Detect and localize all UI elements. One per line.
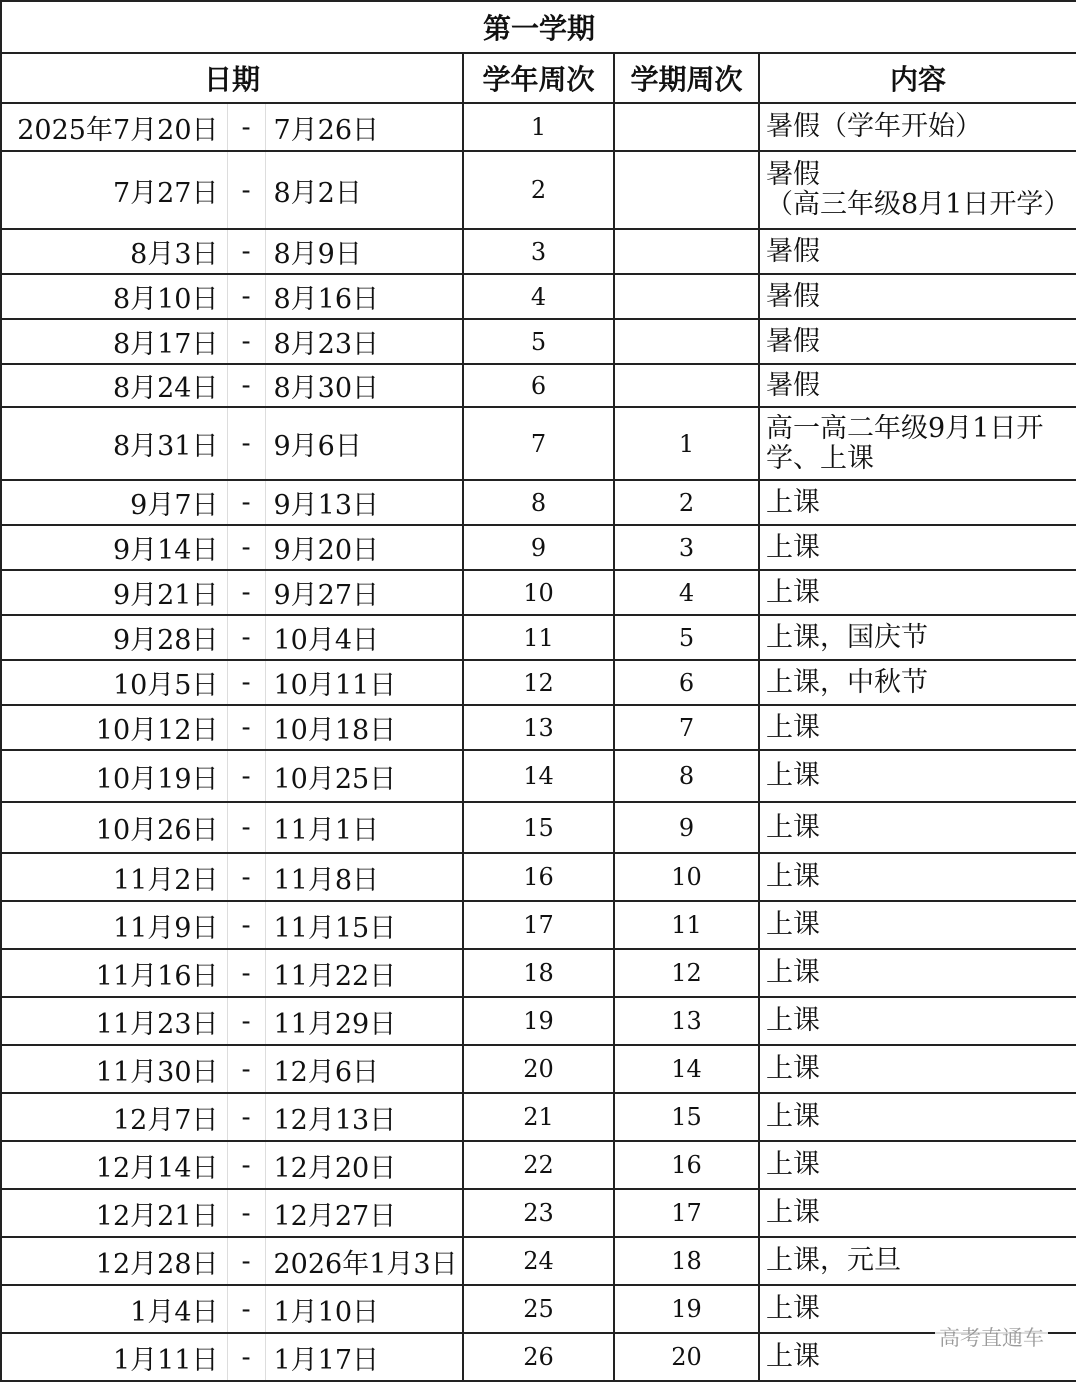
date-start-cell: 12月14日 — [1, 1141, 227, 1189]
term-week-cell: 5 — [614, 615, 759, 660]
date-end-cell: 12月13日 — [265, 1093, 463, 1141]
date-start-cell: 9月14日 — [1, 525, 227, 570]
content-line: （高三年级8月1日开学） — [766, 189, 1071, 220]
date-separator-cell: - — [227, 319, 265, 364]
year-week-cell: 16 — [463, 853, 614, 901]
date-end-cell: 8月9日 — [265, 229, 463, 274]
date-separator-cell: - — [227, 997, 265, 1045]
table-row — [1, 1189, 1076, 1237]
date-end-cell: 1月17日 — [265, 1333, 463, 1381]
content-cell: 暑假（学年开始） — [759, 103, 1076, 151]
table-row — [1, 1093, 1076, 1141]
date-separator-cell: - — [227, 1285, 265, 1333]
term-week-cell: 12 — [614, 949, 759, 997]
date-start-cell: 9月7日 — [1, 480, 227, 525]
date-start-cell: 11月23日 — [1, 997, 227, 1045]
date-separator-cell: - — [227, 705, 265, 750]
date-start-cell: 9月21日 — [1, 570, 227, 615]
date-end-cell: 10月11日 — [265, 660, 463, 705]
date-separator-cell: - — [227, 615, 265, 660]
content-cell: 上课 — [759, 705, 1076, 750]
year-week-cell: 15 — [463, 802, 614, 853]
content-cell: 上课 — [759, 1189, 1076, 1237]
term-week-cell: 13 — [614, 997, 759, 1045]
term-week-cell: 7 — [614, 705, 759, 750]
table-row — [1, 997, 1076, 1045]
content-line: 暑假 — [766, 159, 820, 190]
content-cell: 暑假 — [759, 229, 1076, 274]
date-separator-cell: - — [227, 364, 265, 407]
date-separator-cell: - — [227, 750, 265, 802]
date-separator-cell: - — [227, 802, 265, 853]
date-end-cell: 8月23日 — [265, 319, 463, 364]
date-end-cell: 11月29日 — [265, 997, 463, 1045]
content-cell: 上课 — [759, 1285, 1076, 1333]
date-end-cell: 11月8日 — [265, 853, 463, 901]
content-cell: 上课 — [759, 1141, 1076, 1189]
date-start-cell: 10月5日 — [1, 660, 227, 705]
date-start-cell: 10月12日 — [1, 705, 227, 750]
content-cell: 上课 — [759, 997, 1076, 1045]
date-separator-cell: - — [227, 1141, 265, 1189]
year-week-cell: 8 — [463, 480, 614, 525]
term-week-cell: 9 — [614, 802, 759, 853]
content-cell — [759, 151, 1076, 229]
content-cell — [759, 407, 1076, 480]
term-week-cell: 16 — [614, 1141, 759, 1189]
term-week-cell — [614, 229, 759, 274]
table-row — [1, 1141, 1076, 1189]
table-row — [1, 525, 1076, 570]
table-row — [1, 1285, 1076, 1333]
date-end-cell: 2026年1月3日 — [265, 1237, 463, 1285]
table-row — [1, 660, 1076, 705]
content-cell: 暑假 — [759, 319, 1076, 364]
date-start-cell: 11月30日 — [1, 1045, 227, 1093]
year-week-cell: 19 — [463, 997, 614, 1045]
term-week-cell: 18 — [614, 1237, 759, 1285]
date-start-cell: 8月24日 — [1, 364, 227, 407]
year-week-cell: 11 — [463, 615, 614, 660]
term-week-cell: 15 — [614, 1093, 759, 1141]
year-week-cell: 6 — [463, 364, 614, 407]
content-cell: 上课 — [759, 853, 1076, 901]
date-end-cell: 9月13日 — [265, 480, 463, 525]
date-end-cell: 11月15日 — [265, 901, 463, 949]
content-cell: 上课 — [759, 802, 1076, 853]
term-week-cell: 8 — [614, 750, 759, 802]
year-week-cell: 22 — [463, 1141, 614, 1189]
year-week-cell: 9 — [463, 525, 614, 570]
content-cell: 上课，国庆节 — [759, 615, 1076, 660]
table-row — [1, 407, 1076, 480]
date-end-cell: 9月20日 — [265, 525, 463, 570]
table-row — [1, 705, 1076, 750]
content-cell: 暑假 — [759, 274, 1076, 319]
content-cell: 上课，元旦 — [759, 1237, 1076, 1285]
table-row — [1, 570, 1076, 615]
year-week-cell: 24 — [463, 1237, 614, 1285]
date-end-cell: 7月26日 — [265, 103, 463, 151]
date-end-cell: 8月2日 — [265, 151, 463, 229]
date-separator-cell: - — [227, 1333, 265, 1381]
term-week-cell: 6 — [614, 660, 759, 705]
date-end-cell: 12月20日 — [265, 1141, 463, 1189]
date-start-cell: 7月27日 — [1, 151, 227, 229]
date-separator-cell: - — [227, 570, 265, 615]
content-cell: 上课 — [759, 949, 1076, 997]
date-end-cell: 10月25日 — [265, 750, 463, 802]
date-separator-cell: - — [227, 407, 265, 480]
date-start-cell: 1月11日 — [1, 1333, 227, 1381]
date-start-cell: 12月21日 — [1, 1189, 227, 1237]
date-separator-cell: - — [227, 1237, 265, 1285]
table-row — [1, 1045, 1076, 1093]
year-week-cell: 10 — [463, 570, 614, 615]
date-separator-cell: - — [227, 660, 265, 705]
date-start-cell: 10月19日 — [1, 750, 227, 802]
table-row — [1, 480, 1076, 525]
year-week-cell: 26 — [463, 1333, 614, 1381]
term-week-cell: 2 — [614, 480, 759, 525]
date-start-cell: 1月4日 — [1, 1285, 227, 1333]
year-week-cell: 2 — [463, 151, 614, 229]
date-end-cell: 1月10日 — [265, 1285, 463, 1333]
table-row — [1, 229, 1076, 274]
table-row — [1, 901, 1076, 949]
watermark: 高考直通车 — [935, 1320, 1048, 1354]
table-row — [1, 103, 1076, 151]
date-separator-cell: - — [227, 949, 265, 997]
date-end-cell: 8月16日 — [265, 274, 463, 319]
date-start-cell: 11月9日 — [1, 901, 227, 949]
term-week-cell: 17 — [614, 1189, 759, 1237]
year-week-cell: 25 — [463, 1285, 614, 1333]
content-cell: 上课 — [759, 570, 1076, 615]
date-start-cell: 10月26日 — [1, 802, 227, 853]
date-start-cell: 12月7日 — [1, 1093, 227, 1141]
date-separator-cell: - — [227, 1189, 265, 1237]
table-row — [1, 949, 1076, 997]
date-start-cell: 9月28日 — [1, 615, 227, 660]
term-week-cell — [614, 151, 759, 229]
year-week-cell: 13 — [463, 705, 614, 750]
table-row — [1, 802, 1076, 853]
year-week-cell: 7 — [463, 407, 614, 480]
date-end-cell: 9月6日 — [265, 407, 463, 480]
date-separator-cell: - — [227, 1093, 265, 1141]
date-separator-cell: - — [227, 1045, 265, 1093]
date-end-cell: 10月4日 — [265, 615, 463, 660]
date-start-cell: 8月3日 — [1, 229, 227, 274]
content-cell: 上课 — [759, 1093, 1076, 1141]
table-row — [1, 750, 1076, 802]
year-week-cell: 23 — [463, 1189, 614, 1237]
term-week-cell: 3 — [614, 525, 759, 570]
date-end-cell: 11月22日 — [265, 949, 463, 997]
table-row — [1, 151, 1076, 229]
date-separator-cell: - — [227, 274, 265, 319]
date-separator-cell: - — [227, 229, 265, 274]
table-row — [1, 364, 1076, 407]
year-week-cell: 3 — [463, 229, 614, 274]
date-separator-cell: - — [227, 853, 265, 901]
year-week-cell: 17 — [463, 901, 614, 949]
year-week-cell: 12 — [463, 660, 614, 705]
year-week-cell: 1 — [463, 103, 614, 151]
content-cell: 上课 — [759, 525, 1076, 570]
header-date: 日期 — [1, 53, 463, 103]
year-week-cell: 20 — [463, 1045, 614, 1093]
header-term-week: 学期周次 — [614, 53, 759, 103]
term-week-cell: 10 — [614, 853, 759, 901]
schedule-rows — [1, 103, 1076, 1381]
date-start-cell: 11月2日 — [1, 853, 227, 901]
table-row — [1, 853, 1076, 901]
year-week-cell: 18 — [463, 949, 614, 997]
term-week-cell: 14 — [614, 1045, 759, 1093]
content-text: 高一高二年级9月1日开学、上课 — [766, 413, 1044, 474]
term-week-cell — [614, 319, 759, 364]
term-week-cell — [614, 364, 759, 407]
date-separator-cell: - — [227, 151, 265, 229]
date-separator-cell: - — [227, 901, 265, 949]
term-week-cell — [614, 103, 759, 151]
table-row — [1, 319, 1076, 364]
date-start-cell: 8月17日 — [1, 319, 227, 364]
term-week-cell — [614, 274, 759, 319]
content-cell: 暑假 — [759, 364, 1076, 407]
table-row — [1, 1237, 1076, 1285]
term-week-cell: 4 — [614, 570, 759, 615]
date-end-cell: 11月1日 — [265, 802, 463, 853]
date-start-cell: 11月16日 — [1, 949, 227, 997]
table-row — [1, 615, 1076, 660]
date-separator-cell: - — [227, 103, 265, 151]
date-end-cell: 8月30日 — [265, 364, 463, 407]
date-start-cell: 8月10日 — [1, 274, 227, 319]
date-start-cell: 12月28日 — [1, 1237, 227, 1285]
date-end-cell: 10月18日 — [265, 705, 463, 750]
year-week-cell: 21 — [463, 1093, 614, 1141]
date-separator-cell: - — [227, 480, 265, 525]
content-cell: 上课 — [759, 1333, 1076, 1381]
content-cell: 上课 — [759, 901, 1076, 949]
term-week-cell: 11 — [614, 901, 759, 949]
date-end-cell: 12月6日 — [265, 1045, 463, 1093]
table-row — [1, 1333, 1076, 1381]
date-start-cell: 2025年7月20日 — [1, 103, 227, 151]
date-start-cell: 8月31日 — [1, 407, 227, 480]
term-week-cell: 19 — [614, 1285, 759, 1333]
year-week-cell: 4 — [463, 274, 614, 319]
content-cell: 上课 — [759, 750, 1076, 802]
content-cell: 上课，中秋节 — [759, 660, 1076, 705]
content-cell: 上课 — [759, 480, 1076, 525]
date-end-cell: 9月27日 — [265, 570, 463, 615]
header-content: 内容 — [759, 53, 1076, 103]
content-cell: 上课 — [759, 1045, 1076, 1093]
table-row — [1, 274, 1076, 319]
date-end-cell: 12月27日 — [265, 1189, 463, 1237]
year-week-cell: 14 — [463, 750, 614, 802]
header-year-week: 学年周次 — [463, 53, 614, 103]
date-separator-cell: - — [227, 525, 265, 570]
term-week-cell: 1 — [614, 407, 759, 480]
year-week-cell: 5 — [463, 319, 614, 364]
term-week-cell: 20 — [614, 1333, 759, 1381]
table-title: 第一学期 — [1, 1, 1076, 53]
